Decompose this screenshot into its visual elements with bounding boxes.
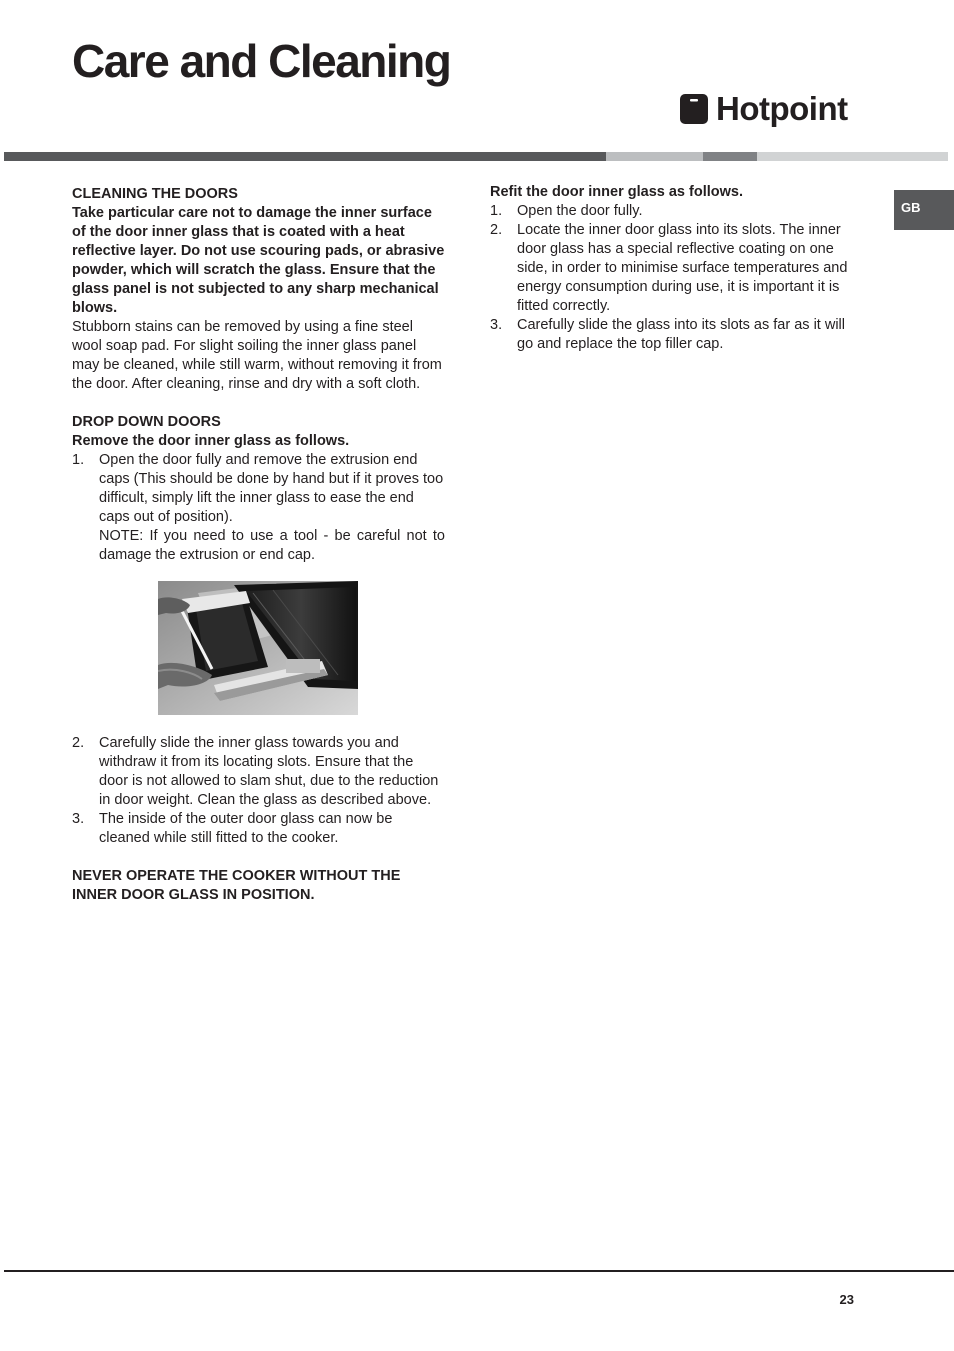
cleaning-doors-heading: CLEANING THE DOORS [72, 186, 238, 202]
step-text: Carefully slide the inner glass towards you and withdraw it from its locating slots. Ensure that the door is not allowed to slam shut, due to the reduction in door weight. Clean the glass as described above. [99, 735, 439, 808]
language-tab: GB [894, 190, 954, 230]
step-number: 1. [490, 203, 503, 219]
remove-step-1 [72, 451, 445, 565]
refit-step-2 [490, 221, 865, 316]
step-number: 3. [490, 317, 503, 333]
header-rule-light [606, 152, 703, 161]
refit-step-3 [490, 316, 865, 354]
header-rule-pale [757, 152, 948, 161]
brand-logo [680, 92, 848, 125]
page-number: 23 [839, 1292, 854, 1307]
remove-step-3 [72, 810, 445, 848]
cleaning-doors-body: Stubborn stains can be removed by using a fine steel wool soap pad. For slight soiling the inner glass panel may be cleaned, while still warm, without removing it from the door. After cleaning, rinse and dry with a soft cloth. [72, 319, 442, 392]
right-column [490, 183, 865, 354]
step-text: Open the door fully. [517, 203, 643, 219]
step-text: Carefully slide the glass into its slots as far as it will go and replace the top filler cap. [517, 317, 845, 352]
remove-glass-subheading: Remove the door inner glass as follows. [72, 433, 350, 449]
header-rule-mid [703, 152, 757, 161]
header-rule-dark [4, 152, 606, 161]
step-number: 3. [72, 811, 85, 827]
step-text: The inside of the outer door glass can now be cleaned while still fitted to the cooker. [99, 811, 393, 846]
remove-step-2 [72, 734, 445, 810]
drop-down-doors-heading: DROP DOWN DOORS [72, 414, 221, 430]
refit-step-1 [490, 202, 865, 221]
left-column [72, 185, 445, 905]
never-operate-warning: NEVER OPERATE THE COOKER WITHOUT THE INNER DOOR GLASS IN POSITION. [72, 868, 401, 903]
step-number: 2. [490, 222, 503, 238]
door-glass-removal-photo [158, 581, 358, 715]
step-number: 2. [72, 735, 85, 751]
page-title: Care and Cleaning [72, 35, 451, 87]
cleaning-doors-warning: Take particular care not to damage the inner surface of the door inner glass that is coated with a heat reflective layer. Do not use scouring pads, or abrasive powder, which will scratch the glass. Ensure that the glass panel is not subjected to any sharp mechanical blows. [72, 205, 445, 316]
step-number: 1. [72, 452, 85, 468]
step-text: Locate the inner door glass into its slots. The inner door glass has a special reflective coating on one side, in order to minimise surface temperatures and energy consumption during use, it is important it is fitted correctly. [517, 222, 848, 314]
brand-name: Hotpoint [716, 90, 848, 127]
footer-rule [4, 1270, 954, 1272]
refit-heading: Refit the door inner glass as follows. [490, 184, 743, 200]
step-text: Open the door fully and remove the extrusion end caps (This should be done by hand but if it proves too difficult, simply lift the inner glass to ease the end caps out of position). [99, 452, 444, 525]
tool-note: NOTE: If you need to use a tool - be careful not to damage the extrusion or end cap. [99, 528, 445, 563]
hotpoint-logo-icon [680, 94, 708, 124]
oven-door-photo [158, 581, 358, 715]
